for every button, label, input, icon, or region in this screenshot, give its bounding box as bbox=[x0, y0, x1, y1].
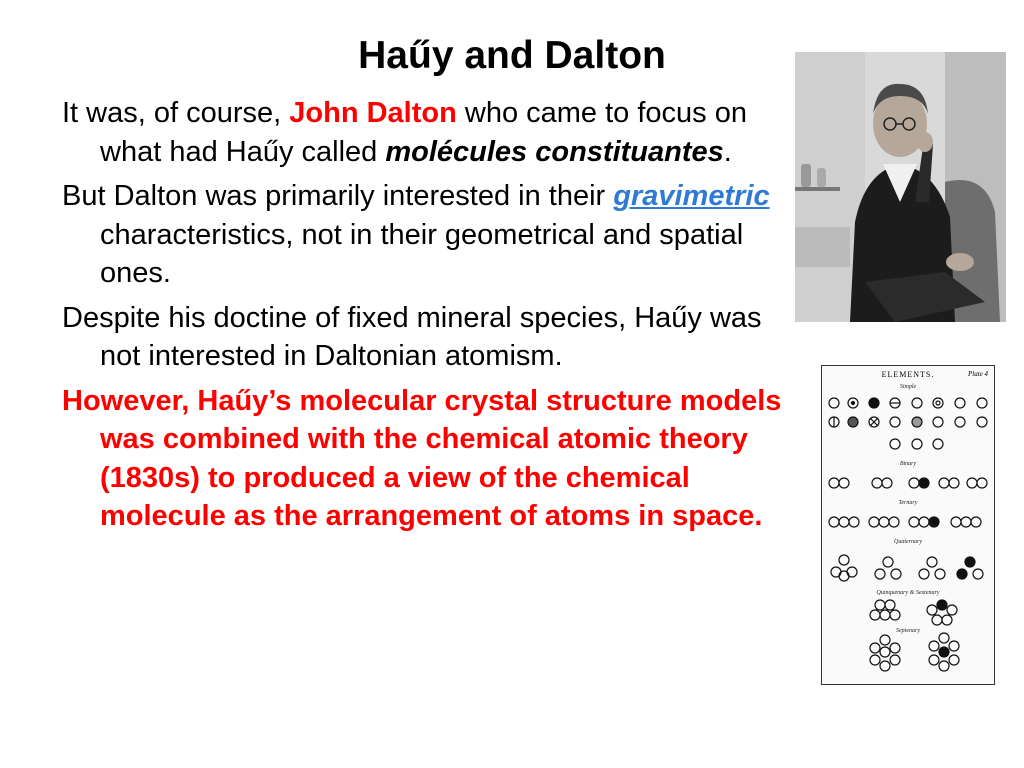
section-septenary: Septenary bbox=[896, 628, 920, 634]
elements-heading: ELEMENTS. bbox=[881, 370, 935, 379]
p2-text-c: characteristics, not in their geometrical and spatial ones. bbox=[100, 218, 744, 289]
dalton-elements-figure bbox=[821, 365, 995, 685]
p2-text-a: But Dalton was primarily interested in their bbox=[62, 180, 614, 212]
paragraph-molecular-models: However, Haűy’s molecular crystal structure models was combined with the chemical atomic theory (1830s) to produced a view of the chemical molecule as the arrangement of atoms in space. bbox=[62, 384, 782, 532]
elements-plate-label: Plate 4 bbox=[967, 370, 988, 378]
elements-symbols-drawing bbox=[822, 380, 994, 680]
section-binary: Binary bbox=[899, 461, 917, 467]
p1-text-e: . bbox=[723, 135, 732, 168]
paragraph-mineral-species: Despite his doctine of fixed mineral species, Haűy was not interested in Daltonian atomism. bbox=[62, 301, 762, 372]
dalton-portrait-drawing bbox=[795, 52, 1006, 322]
section-quinquenary: Quinquenary & Sextenary bbox=[876, 590, 940, 596]
p1-text-a: It was, of course, bbox=[62, 97, 290, 129]
dalton-portrait-image bbox=[795, 52, 1006, 322]
molecules-constituantes-term: molécules constituantes bbox=[385, 135, 724, 168]
section-quaternary: Quaternary bbox=[894, 539, 922, 545]
gravimetric-link[interactable]: gravimetric bbox=[613, 180, 770, 212]
section-ternary: Ternary bbox=[898, 500, 918, 506]
slide-body bbox=[62, 94, 792, 542]
paragraph-gravimetric bbox=[62, 177, 792, 293]
section-simple: Simple bbox=[899, 384, 917, 390]
john-dalton-highlight: John Dalton bbox=[289, 97, 457, 129]
paragraph-dalton bbox=[62, 94, 792, 171]
slide-title: Haűy and Dalton bbox=[358, 34, 666, 77]
p1-text-c: who came to focus on what had Haűy called bbox=[100, 97, 747, 168]
